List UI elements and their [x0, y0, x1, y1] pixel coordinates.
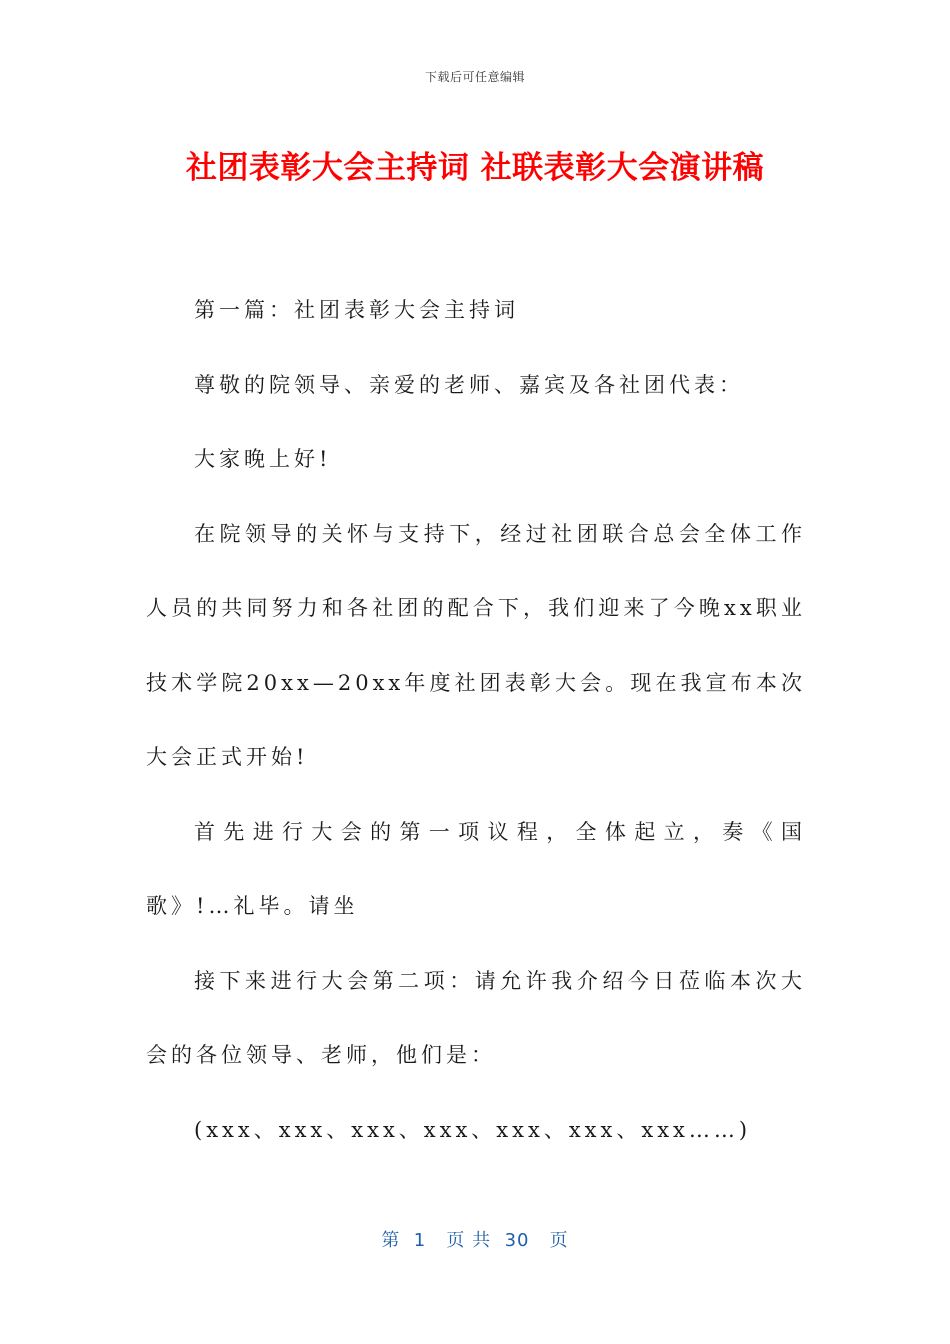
paragraph: 第一篇：社团表彰大会主持词: [194, 298, 519, 322]
paragraph: 首先进行大会的第一项议程，全体起立，奏《国歌》!…礼毕。请坐: [146, 819, 806, 918]
page-number-footer: 第 1 页 共 30 页: [381, 1230, 569, 1251]
paragraph: 在院领导的关怀与支持下，经过社团联合总会全体工作人员的共同努力和各社团的配合下，我们迎来了今晚xx职业技术学院20xx—20xx年度社团表彰大会。现在我宣布本次大会正式开始!: [146, 521, 806, 769]
header-note: 下载后可任意编辑: [424, 70, 525, 84]
paragraph: (xxx、xxx、xxx、xxx、xxx、xxx、xxx……): [194, 1117, 752, 1142]
paragraph: 接下来进行大会第二项：请允许我介绍今日莅临本次大会的各位领导、老师，他们是：: [146, 968, 806, 1067]
paragraph: 大家晚上好!: [194, 447, 332, 471]
document-title: 社团表彰大会主持词 社联表彰大会演讲稿: [185, 150, 765, 186]
paragraph: 尊敬的院领导、亲爱的老师、嘉宾及各社团代表：: [194, 372, 744, 397]
document-body: [146, 273, 806, 1167]
